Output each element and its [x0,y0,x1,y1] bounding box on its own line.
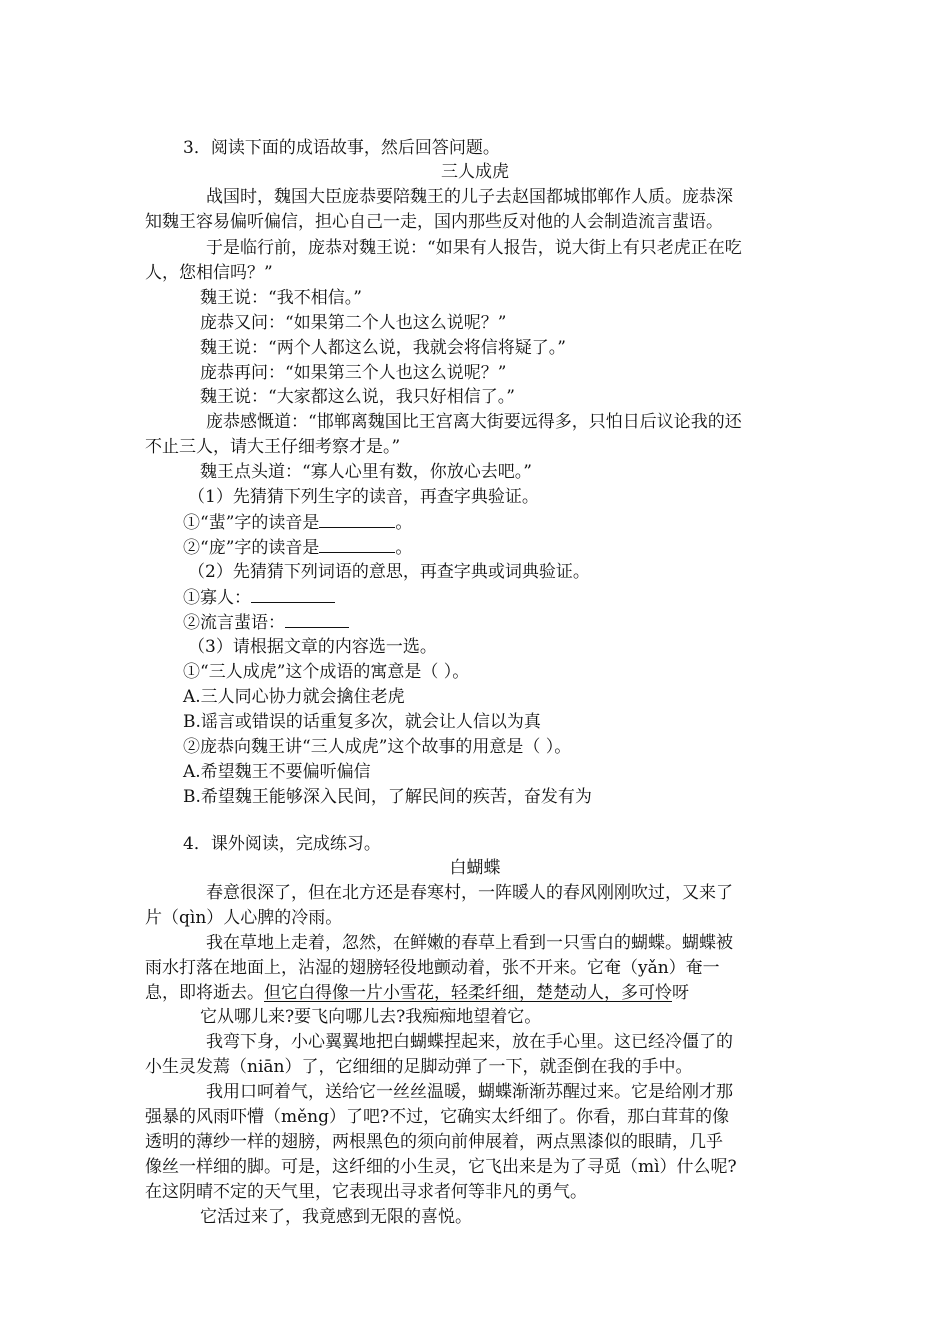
q3-dialogue-5: 魏王说：“大家都这么说，我只好相信了。” [200,387,515,407]
q4-paragraph-1-line-1: 春意很深了，但在北方还是春寒村，一阵暖人的春风刚刚吹过，又来了 [206,883,733,903]
q4-paragraph-4-line-4: 像丝一样细的脚。可是，这纤细的小生灵，它飞出来是为了寻觅（mì）什么呢? [145,1157,737,1177]
q3-sub3-q1-option-b[interactable]: B.谣言或错误的话重复多次，就会让人信以为真 [183,712,541,732]
q4-p2-line3-start: 息，即将逝去。 [145,983,264,1003]
q3-sub1-item-a-label: ①“蜚”字的读音是 [183,513,320,533]
q4-paragraph-4-line-1: 我用口呵着气，送给它一丝丝温暖，蝴蝶渐渐苏醒过来。它是给刚才那 [206,1082,733,1102]
underlined-sentence: 但它白得像一片小雪花，轻柔纤细，楚楚动人，多可怜 [264,983,672,1003]
answer-blank[interactable] [319,511,395,528]
q3-dialogue-6: 魏王点头道：“寡人心里有数，你放心去吧。” [200,462,532,482]
period: 。 [395,538,413,558]
q3-paragraph-3-line-2: 不止三人，请大王仔细考察才是。” [145,437,401,457]
q3-sub3-q2-option-a[interactable]: A.希望魏王不要偏听偏信 [183,762,371,782]
q3-paragraph-3-line-1: 庞恭感慨道：“邯郸离魏国比王宫离大街要远得多，只怕日后议论我的还 [206,412,742,432]
q4-paragraph-4-line-3: 透明的薄纱一样的翅膀，两根黑色的须向前伸展着，两点黑漆似的眼睛，几乎 [145,1132,723,1152]
q3-dialogue-4: 庞恭再问：“如果第三个人也这么说呢？” [200,363,507,383]
q3-title: 三人成虎 [441,162,509,182]
q3-paragraph-2-line-2: 人，您相信吗？” [145,263,273,283]
q3-sub1-item-b [183,536,412,559]
period: 。 [395,513,413,533]
q4-paragraph-3-line-2: 小生灵发蔫（niān）了，它细细的足脚动弹了一下，就歪倒在我的手中。 [145,1057,693,1077]
q4-title: 白蝴蝶 [449,858,501,878]
q3-sub3-q1-option-a[interactable]: A.三人同心协力就会擒住老虎 [183,687,405,707]
q4-paragraph-2-line-2: 雨水打落在地面上，沾湿的翅膀轻役地颤动着，张不开来。它奄（yǎn）奄一 [145,958,720,978]
q4-paragraph-2-line-4: 它从哪儿来?要飞向哪儿去?我痴痴地望着它。 [200,1007,542,1027]
q4-p2-line3-end: 呀 [672,983,689,1003]
q4-paragraph-5: 它活过来了，我竟感到无限的喜悦。 [200,1207,472,1227]
q3-paragraph-1-line-2: 知魏王容易偏听偏信，担心自己一走，国内那些反对他的人会制造流言蜚语。 [145,212,723,232]
q3-sub1-item-b-label: ②“庞”字的读音是 [183,538,320,558]
q3-sub2-item-b-label: ②流言蜚语： [183,613,285,633]
q4-paragraph-3-line-1: 我弯下身，小心翼翼地把白蝴蝶捏起来，放在手心里。这已经冷僵了的 [206,1032,733,1052]
q4-paragraph-4-line-5: 在这阴晴不定的天气里，它表现出寻求者何等非凡的勇气。 [145,1182,587,1202]
q3-sub1-prompt: （1）先猜猜下列生字的读音，再查字典验证。 [188,487,539,507]
q3-sub2-prompt: （2）先猜猜下列词语的意思，再查字典或词典验证。 [188,562,590,582]
q3-paragraph-2-line-1: 于是临行前，庞恭对魏王说：“如果有人报告，说大街上有只老虎正在吃 [206,238,742,258]
q3-sub3-q2-option-b[interactable]: B.希望魏王能够深入民间，了解民间的疾苦，奋发有为 [183,787,592,807]
q3-heading: 3．阅读下面的成语故事，然后回答问题。 [183,138,500,158]
q3-sub3-prompt: （3）请根据文章的内容选一选。 [188,637,437,657]
q4-heading: 4．课外阅读，完成练习。 [183,834,381,854]
q3-dialogue-3: 魏王说：“两个人都这么说，我就会将信将疑了。” [200,338,566,358]
q3-paragraph-1-line-1: 战国时，魏国大臣庞恭要陪魏王的儿子去赵国都城邯郸作人质。庞恭深 [206,187,733,207]
q3-sub2-item-a [183,586,335,609]
q4-paragraph-2-line-3 [145,982,689,1004]
q3-sub2-item-a-label: ①寡人： [183,588,251,608]
answer-blank[interactable] [319,536,395,553]
q3-sub1-item-a [183,511,412,534]
q4-paragraph-2-line-1: 我在草地上走着，忽然，在鲜嫩的春草上看到一只雪白的蝴蝶。蝴蝶被 [206,933,733,953]
q3-dialogue-2: 庞恭又问：“如果第二个人也这么说呢？” [200,313,507,333]
answer-blank[interactable] [285,611,349,628]
answer-blank[interactable] [251,586,335,603]
q3-sub3-question-2: ②庞恭向魏王讲“三人成虎”这个故事的用意是（ ）。 [183,737,572,757]
q4-paragraph-1-line-2: 片（qìn）人心脾的冷雨。 [145,908,343,928]
q4-paragraph-4-line-2: 强暴的风雨吓懵（měng）了吧?不过，它确实太纤细了。你看，那白茸茸的像 [145,1107,730,1127]
q3-sub2-item-b [183,611,349,634]
q3-sub3-question-1: ①“三人成虎”这个成语的寓意是（ ）。 [183,662,470,682]
q3-dialogue-1: 魏王说：“我不相信。” [200,288,362,308]
